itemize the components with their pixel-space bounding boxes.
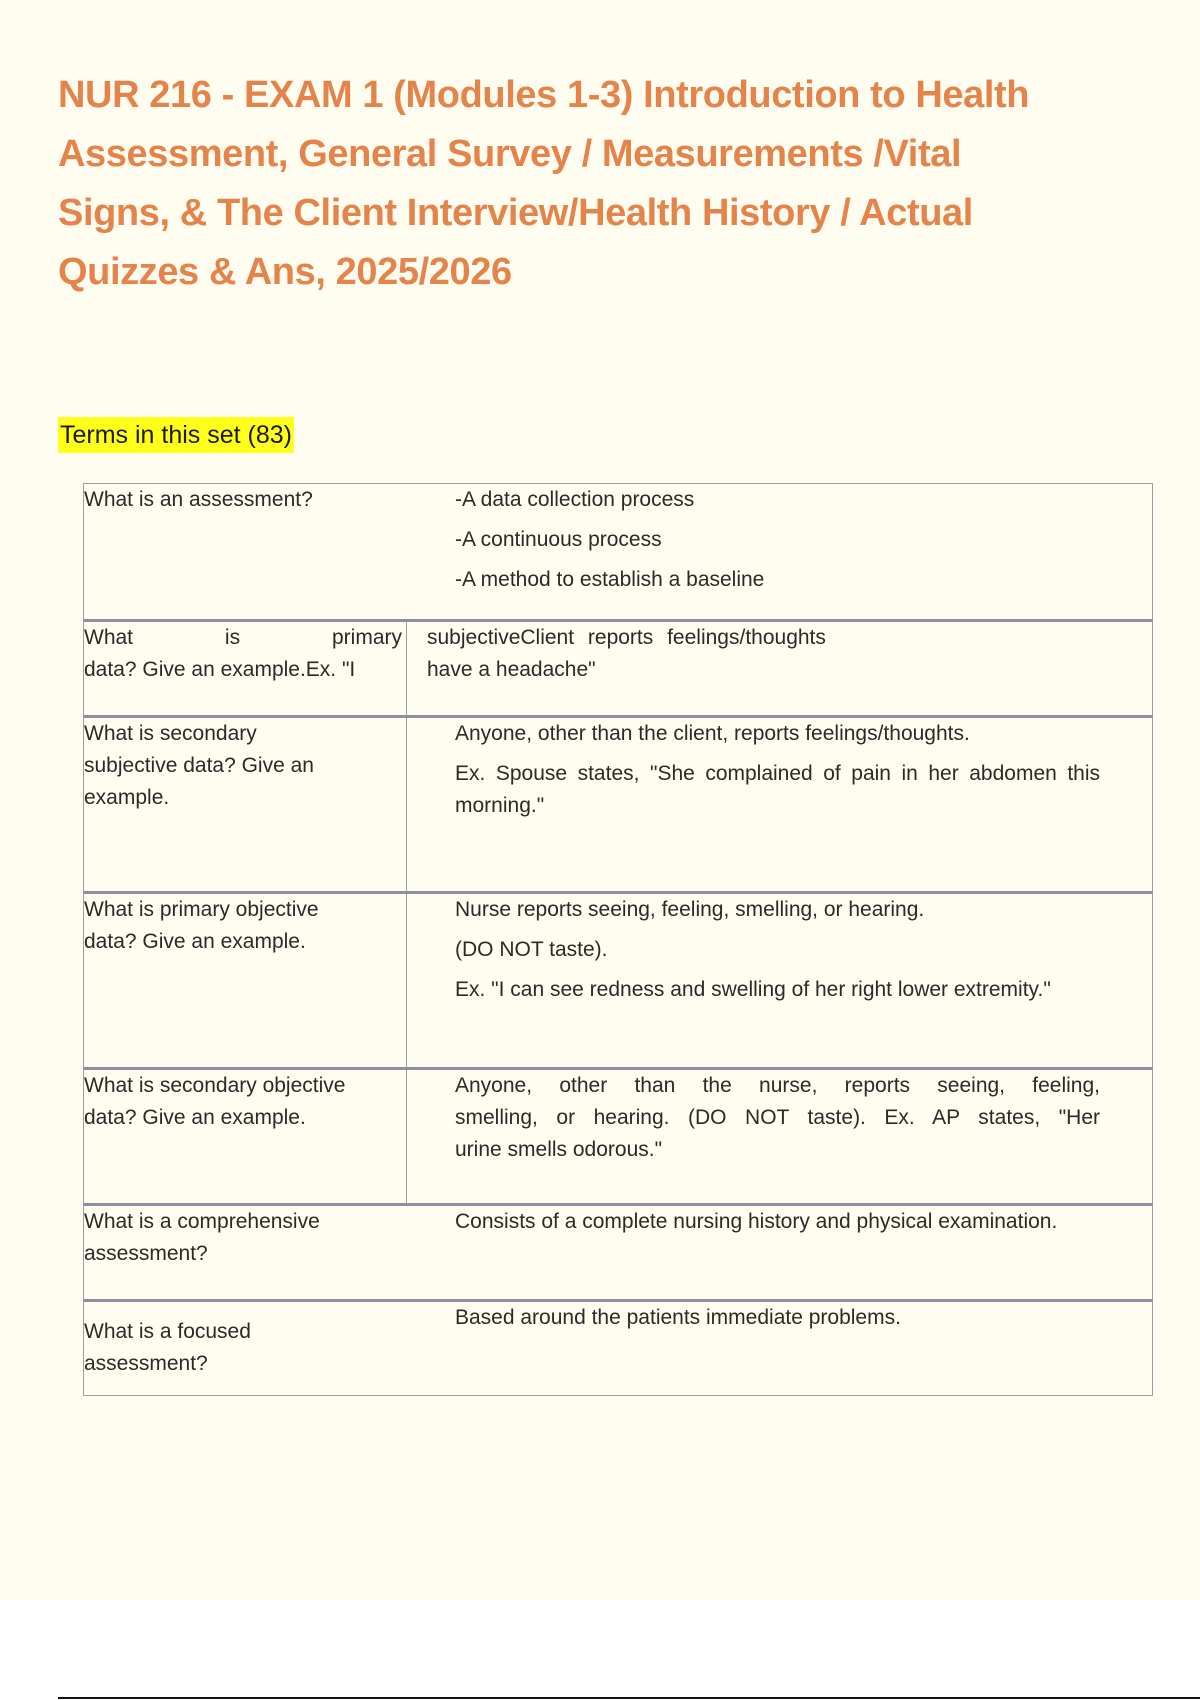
question-text: assessment? — [84, 1352, 208, 1375]
question-cell — [84, 1205, 407, 1301]
question-cell — [84, 717, 407, 893]
answer-text: urine smells odorous." — [455, 1138, 663, 1161]
answer-text: smelling, or hearing. (DO NOT taste). Ex. AP states, "Her — [455, 1106, 1100, 1129]
table-row — [84, 1069, 1153, 1205]
answer-text: subjectiveClient reports feelings/thoughts — [427, 626, 826, 649]
question-text: What is secondary objective — [84, 1074, 346, 1097]
title-line: Quizzes & Ans, 2025/2026 — [58, 251, 512, 293]
answer-text: Ex. Spouse states, "She complained of pain in her abdomen this — [455, 762, 1100, 785]
question-text: example. — [84, 786, 170, 809]
table-row — [84, 1205, 1153, 1301]
question-cell — [84, 1069, 407, 1205]
question-cell — [84, 893, 407, 1069]
question-text: data? Give an example.Ex. "I — [84, 658, 356, 681]
answer-cell — [407, 1301, 1153, 1396]
answer-text: (DO NOT taste). — [455, 938, 608, 961]
page-divider — [58, 1697, 1200, 1699]
question-text: assessment? — [84, 1242, 208, 1265]
answer-text: have a headache" — [427, 658, 596, 681]
question-text: What is primary objective — [84, 898, 319, 921]
question-cell — [84, 621, 407, 717]
table-row — [84, 484, 1153, 621]
answer-cell — [407, 621, 1153, 717]
question-text: What is a focused — [84, 1320, 251, 1343]
table-row — [84, 1301, 1153, 1396]
answer-cell — [407, 717, 1153, 893]
document-title — [58, 66, 1118, 302]
question-text: data? Give an example. — [84, 930, 306, 953]
answer-text: Anyone, other than the client, reports feelings/thoughts. — [455, 722, 970, 745]
answer-text: -A data collection process — [455, 488, 695, 511]
answer-text: Ex. "I can see redness and swelling of her right lower extremity." — [455, 978, 1051, 1001]
question-cell — [84, 484, 407, 621]
answer-text: morning." — [455, 794, 545, 817]
table-row — [84, 717, 1153, 893]
answer-cell — [407, 1205, 1153, 1301]
title-line: Signs, & The Client Interview/Health History / Actual — [58, 192, 973, 234]
answer-text: -A method to establish a baseline — [455, 568, 765, 591]
answer-cell — [407, 893, 1153, 1069]
table-row — [84, 893, 1153, 1069]
answer-text: Consists of a complete nursing history and physical examination. — [455, 1210, 1058, 1233]
answer-text: Nurse reports seeing, feeling, smelling, or hearing. — [455, 898, 925, 921]
question-text: What is primary — [84, 626, 402, 649]
question-text: What is secondary — [84, 722, 257, 745]
answer-cell — [407, 484, 1153, 621]
answer-cell — [407, 1069, 1153, 1205]
answer-text: Based around the patients immediate problems. — [455, 1306, 901, 1329]
question-cell — [84, 1301, 407, 1396]
answer-text: -A continuous process — [455, 528, 662, 551]
answer-text: Anyone, other than the nurse, reports seeing, feeling, — [455, 1074, 1100, 1097]
title-line: NUR 216 - EXAM 1 (Modules 1-3) Introduction to Health — [58, 74, 1030, 116]
question-text: data? Give an example. — [84, 1106, 306, 1129]
table-row — [84, 621, 1153, 717]
question-text: subjective data? Give an — [84, 754, 314, 777]
question-text: What is a comprehensive — [84, 1210, 320, 1233]
question-text: What is an assessment? — [84, 488, 313, 511]
title-line: Assessment, General Survey / Measurements /Vital — [58, 133, 962, 175]
terms-count-label: Terms in this set (83) — [58, 417, 294, 453]
qa-table — [83, 483, 1153, 1396]
